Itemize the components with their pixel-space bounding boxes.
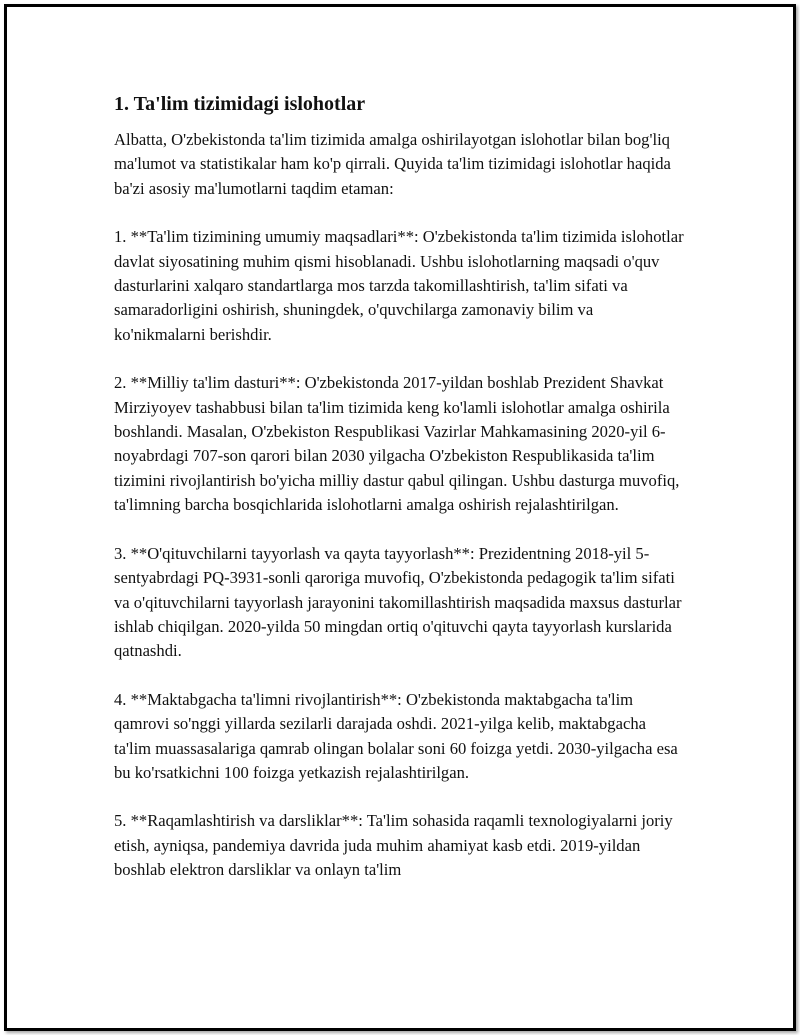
paragraph-goals: 1. **Ta'lim tizimining umumiy maqsadlari**: O'zbekistonda ta'lim tizimida islohotlar davlat siyosatining muhim qismi hisoblanadi. Ushbu islohotlarning maqsadi o'quv dasturlarini xalqaro standartlarga mos tarzda takomillashtirish, ta'lim sifati va samaradorligini oshirish, shuningdek, o'quvchilarga zamonaviy bilim va ko'nikmalarni berishdir. [114, 227, 684, 344]
paragraph-national-program: 2. **Milliy ta'lim dasturi**: O'zbekistonda 2017-yildan boshlab Prezident Shavkat Mirziyoyev tashabbusi bilan ta'lim tizimida keng ko'lamli islohotlar amalga oshirila boshlandi. Masalan, O'zbekiston Respublikasi Vazirlar Mahkamasining 2020-yil 6-noyabrdagi 707-son qarori bilan 2030 yilgacha O'zbekiston Respublikasida ta'lim tizimini rivojlantirish bo'yicha milliy dastur qabul qilingan. Ushbu dasturga muvofiq, ta'limning barcha bosqichlarida islohotlarni amalga oshirish rejalashtirilgan. [114, 373, 680, 515]
intro-paragraph: Albatta, O'zbekistonda ta'lim tizimida amalga oshirilayotgan islohotlar bilan bog'liq ma'lumot va statistikalar ham ko'p qirrali. Quyida ta'lim tizimidagi islohotlar haqida ba'zi asosiy ma'lumotlarni taqdim etaman: [114, 130, 671, 198]
paragraph-teacher-training: 3. **O'qituvchilarni tayyorlash va qayta tayyorlash**: Prezidentning 2018-yil 5-sentyabrdagi PQ-3931-sonli qaroriga muvofiq, O'zbekistonda pedagogik ta'lim sifati va o'qituvchilarni tayyorlash jarayonini takomillashtirish maqsadida maxsus dasturlar ishlab chiqilgan. 2020-yilda 50 mingdan ortiq o'qituvchi qayta tayyorlash kurslarida qatnashdi. [114, 543, 682, 661]
document-body [114, 92, 684, 907]
section-heading: 1. Ta'lim tizimidagi islohotlar [114, 93, 366, 115]
paragraph-digitalization: 5. **Raqamlashtirish va darsliklar**: Ta'lim sohasida raqamli texnologiyalarni joriy etish, ayniqsa, pandemiya davrida juda muhim ahamiyat kasb etdi. 2019-yildan boshlab elektron darsliklar va onlayn ta'lim [114, 811, 673, 880]
paragraph-preschool: 4. **Maktabgacha ta'limni rivojlantirish**: O'zbekistonda maktabgacha ta'lim qamrovi so'nggi yillarda sezilarli darajada oshdi. 2021-yilga kelib, maktabgacha ta'lim muassasalariga qamrab olingan bolalar soni 60 foizga yetdi. 2030-yilgacha esa bu ko'rsatkichni 100 foizga yetkazish rejalashtirilgan. [114, 689, 678, 782]
